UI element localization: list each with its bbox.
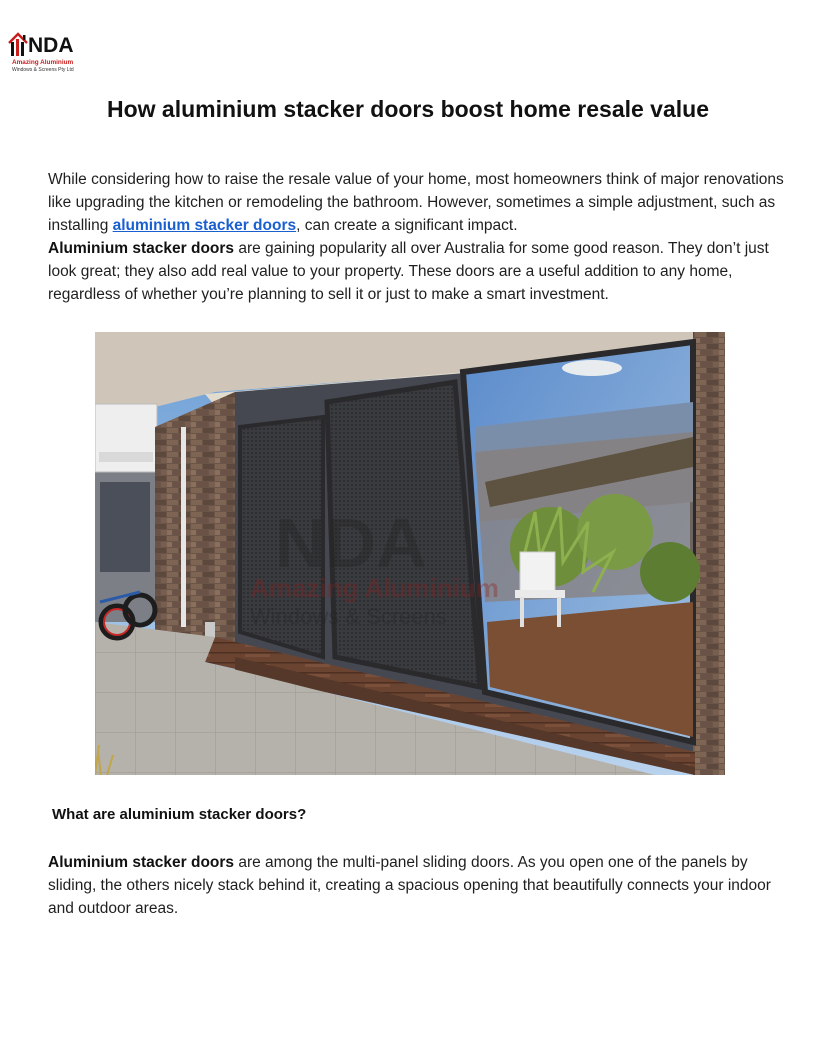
watermark-name: NDA	[275, 504, 427, 582]
section-heading: What are aluminium stacker doors?	[52, 806, 307, 823]
logo-tagline: Amazing Aluminium	[12, 59, 74, 66]
watermark-subtitle: Windows & Screens	[250, 604, 447, 629]
intro-paragraph	[48, 168, 788, 237]
logo-name: NDA	[28, 34, 74, 57]
house-logo-icon	[8, 32, 28, 58]
definition-paragraph	[48, 851, 788, 920]
paragraph-body: are gaining popularity all over Australia for some good reason. They don’t just look great; they also add real value to your property. These doors are a useful addition to any home, regardless of whether you’re planning to sell it or just to make a smart investment.	[48, 240, 769, 303]
intro-text-before-link: While considering how to raise the resale value of your home, most homeowners think of major renovations like upgrading the kitchen or remodeling the bathroom. However, sometimes a simple adjustment, such as installing	[48, 171, 784, 234]
popularity-paragraph	[48, 237, 788, 306]
company-logo[interactable]	[8, 32, 88, 78]
stacker-door-photo-illustration	[95, 332, 725, 775]
article-title: How aluminium stacker doors boost home resale value	[106, 96, 709, 122]
stacker-door-photo	[95, 332, 725, 775]
paragraph-body: are among the multi-panel sliding doors. As you open one of the panels by sliding, the others nicely stack behind it, creating a spacious opening that beautifully connects your indoor and outdoor areas.	[48, 854, 771, 917]
intro-text-after-link: , can create a significant impact.	[296, 217, 518, 234]
stacker-doors-link[interactable]: aluminium stacker doors	[112, 217, 297, 234]
paragraph-bold-term: Aluminium stacker doors	[48, 854, 235, 871]
watermark-tagline: Amazing Aluminium	[250, 573, 499, 603]
logo-subtitle: Windows & Screens Pty Ltd	[12, 67, 74, 73]
paragraph-bold-term: Aluminium stacker doors	[48, 240, 235, 257]
